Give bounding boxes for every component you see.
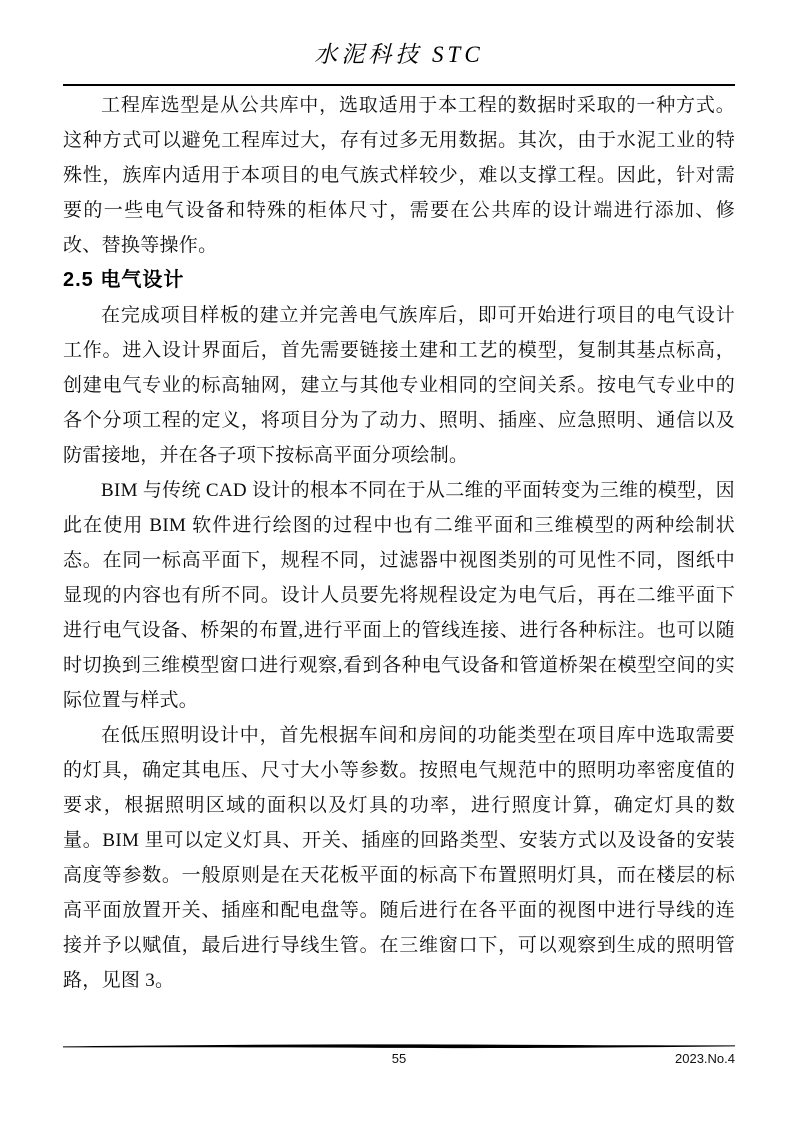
issue-number: 2023.No.4: [675, 1051, 735, 1066]
body-paragraph-4: 在低压照明设计中，首先根据车间和房间的功能类型在项目库中选取需要的灯具，确定其电压、尺寸大小等参数。按照电气规范中的照明功率密度值的要求，根据照明区域的面积以及灯具的功率，进行照度计算，确定灯具的数量。BIM 里可以定义灯具、开关、插座的回路类型、安装方式以及设备的安装高度等参数。一般原则是在天花板平面的标高下布置照明灯具，而在楼层的标高平面放置开关、插座和配电盘等。随后进行在各平面的视图中进行导线的连接并予以赋值，最后进行导线生管。在三维窗口下，可以观察到生成的照明管路，见图 3。: [63, 725, 735, 991]
footer-row: [63, 1050, 735, 1068]
footer-rule: [63, 1043, 735, 1050]
page-number: 55: [391, 1051, 407, 1066]
journal-title: 水泥科技 STC: [314, 42, 484, 67]
header-rule: [63, 84, 735, 86]
section-heading: 2.5 电气设计: [63, 269, 185, 291]
running-head: [63, 40, 735, 70]
article-body: [63, 88, 735, 998]
page-footer: [63, 1043, 735, 1068]
body-paragraph-3: BIM 与传统 CAD 设计的根本不同在于从二维的平面转变为三维的模型，因此在使用 BIM 软件进行绘图的过程中也有二维平面和三维模型的两种绘制状态。在同一标高平面下，规程不同，过滤器中视图类别的可见性不同，图纸中显现的内容也有所不同。设计人员要先将规程设定为电气后，再在二维平面下进行电气设备、桥架的布置,进行平面上的管线连接、进行各种标注。也可以随时切换到三维模型窗口进行观察,看到各种电气设备和管道桥架在模型空间的实际位置与样式。: [63, 480, 735, 711]
body-paragraph-2: 在完成项目样板的建立并完善电气族库后，即可开始进行项目的电气设计工作。进入设计界面后，首先需要链接土建和工艺的模型，复制其基点标高，创建电气专业的标高轴网，建立与其他专业相同的空间关系。按电气专业中的各个分项工程的定义，将项目分为了动力、照明、插座、应急照明、通信以及防雷接地，并在各子项下按标高平面分项绘制。: [63, 305, 735, 466]
body-paragraph-1: 工程库选型是从公共库中，选取适用于本工程的数据时采取的一种方式。这种方式可以避免工程库过大，存有过多无用数据。其次，由于水泥工业的特殊性，族库内适用于本项目的电气族式样较少，难以支撑工程。因此，针对需要的一些电气设备和特殊的柜体尺寸，需要在公共库的设计端进行添加、修改、替换等操作。: [63, 95, 735, 256]
